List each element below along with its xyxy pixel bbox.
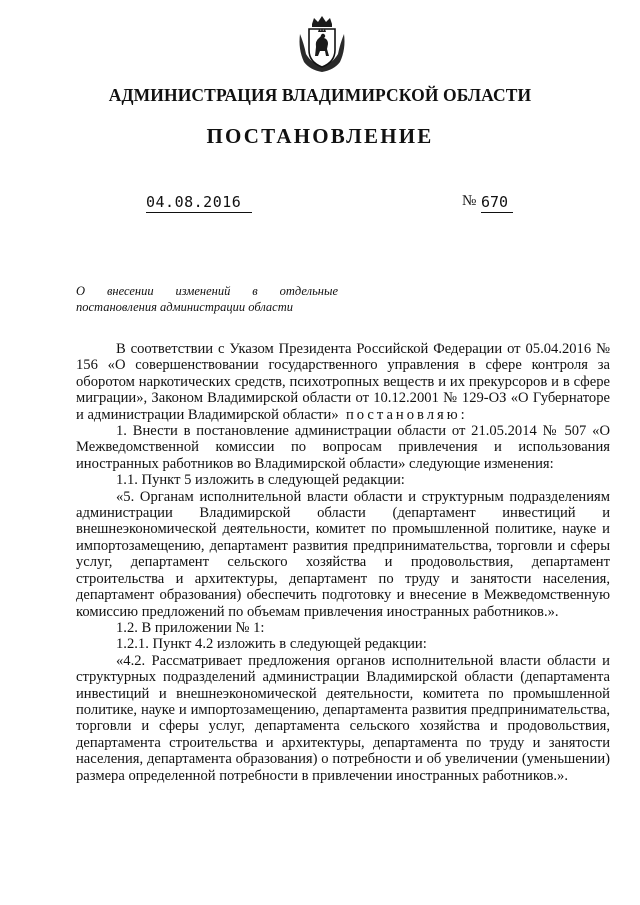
coat-of-arms-emblem	[296, 14, 348, 74]
organization-name: АДМИНИСТРАЦИЯ ВЛАДИМИРСКОЙ ОБЛАСТИ	[108, 85, 532, 105]
document-type-title: ПОСТАНОВЛЕНИЕ	[206, 124, 434, 148]
document-number-label: №	[462, 193, 477, 209]
document-body	[76, 341, 610, 784]
document-subject: О внесении изменений в отдельные постановления администрации области	[76, 284, 338, 314]
document-number: 670	[481, 193, 513, 213]
paragraph-1-2-1-text: «4.2. Рассматривает предложения органов исполнительной власти области и структурных подразделений администрации Владимирской области (департамента инвестиций и внешнеэкономической деятельности, комитета по промышленной политике, науке и импортозамещению, департамента развития предпринимательства, торговли и сферы услуг, департамента сельского хозяйства и продовольствия, департамента строительства и архитектуры, департамента по труду и занятости населения, департамента образования) о потребности и об увеличении (уменьшении) размера определенной потребности в привлечении иностранных работников.».	[76, 652, 610, 784]
paragraph-1-2: 1.2. В приложении № 1:	[116, 619, 265, 636]
document-date: 04.08.2016	[146, 193, 252, 213]
paragraph-1-2-1: 1.2.1. Пункт 4.2 изложить в следующей редакции:	[116, 636, 427, 653]
paragraph-1-1: 1.1. Пункт 5 изложить в следующей редакции:	[116, 472, 405, 489]
decree-word: постановляю:	[345, 406, 468, 423]
preamble-paragraph	[76, 341, 610, 423]
paragraph-1: 1. Внести в постановление администрации области от 21.05.2014 № 507 «О Межведомственной комиссии по вопросам привлечения и использования иностранных работников во Владимирской области» следующие изменения:	[76, 423, 610, 472]
paragraph-1-1-text: «5. Органам исполнительной власти области и структурным подразделениям администрации Владимирской области (департамент инвестиций и внешнеэкономической деятельности, комитет по промышленной политике, науке и импортозамещению, департамент развития предпринимательства, торговли и сферы услуг, департамент сельского хозяйства и продовольствия, департамент строительства и архитектуры, департамент по труду и занятости населения, департамент образования) обеспечить подготовку и внесение в Межведомственную комиссию предложений по объемам привлечения иностранных работников.».	[76, 488, 610, 620]
preamble-text: В соответствии с Указом Президента Российской Федерации от 05.04.2016 № 156 «О совершенствовании государственного управления в сфере контроля за оборотом наркотических средств, психотропных веществ и их прекурсоров и в сфере миграции», Законом Владимирской области от 10.12.2001 № 129-ОЗ «О Губернаторе и администрации Владимирской области»	[76, 341, 610, 423]
